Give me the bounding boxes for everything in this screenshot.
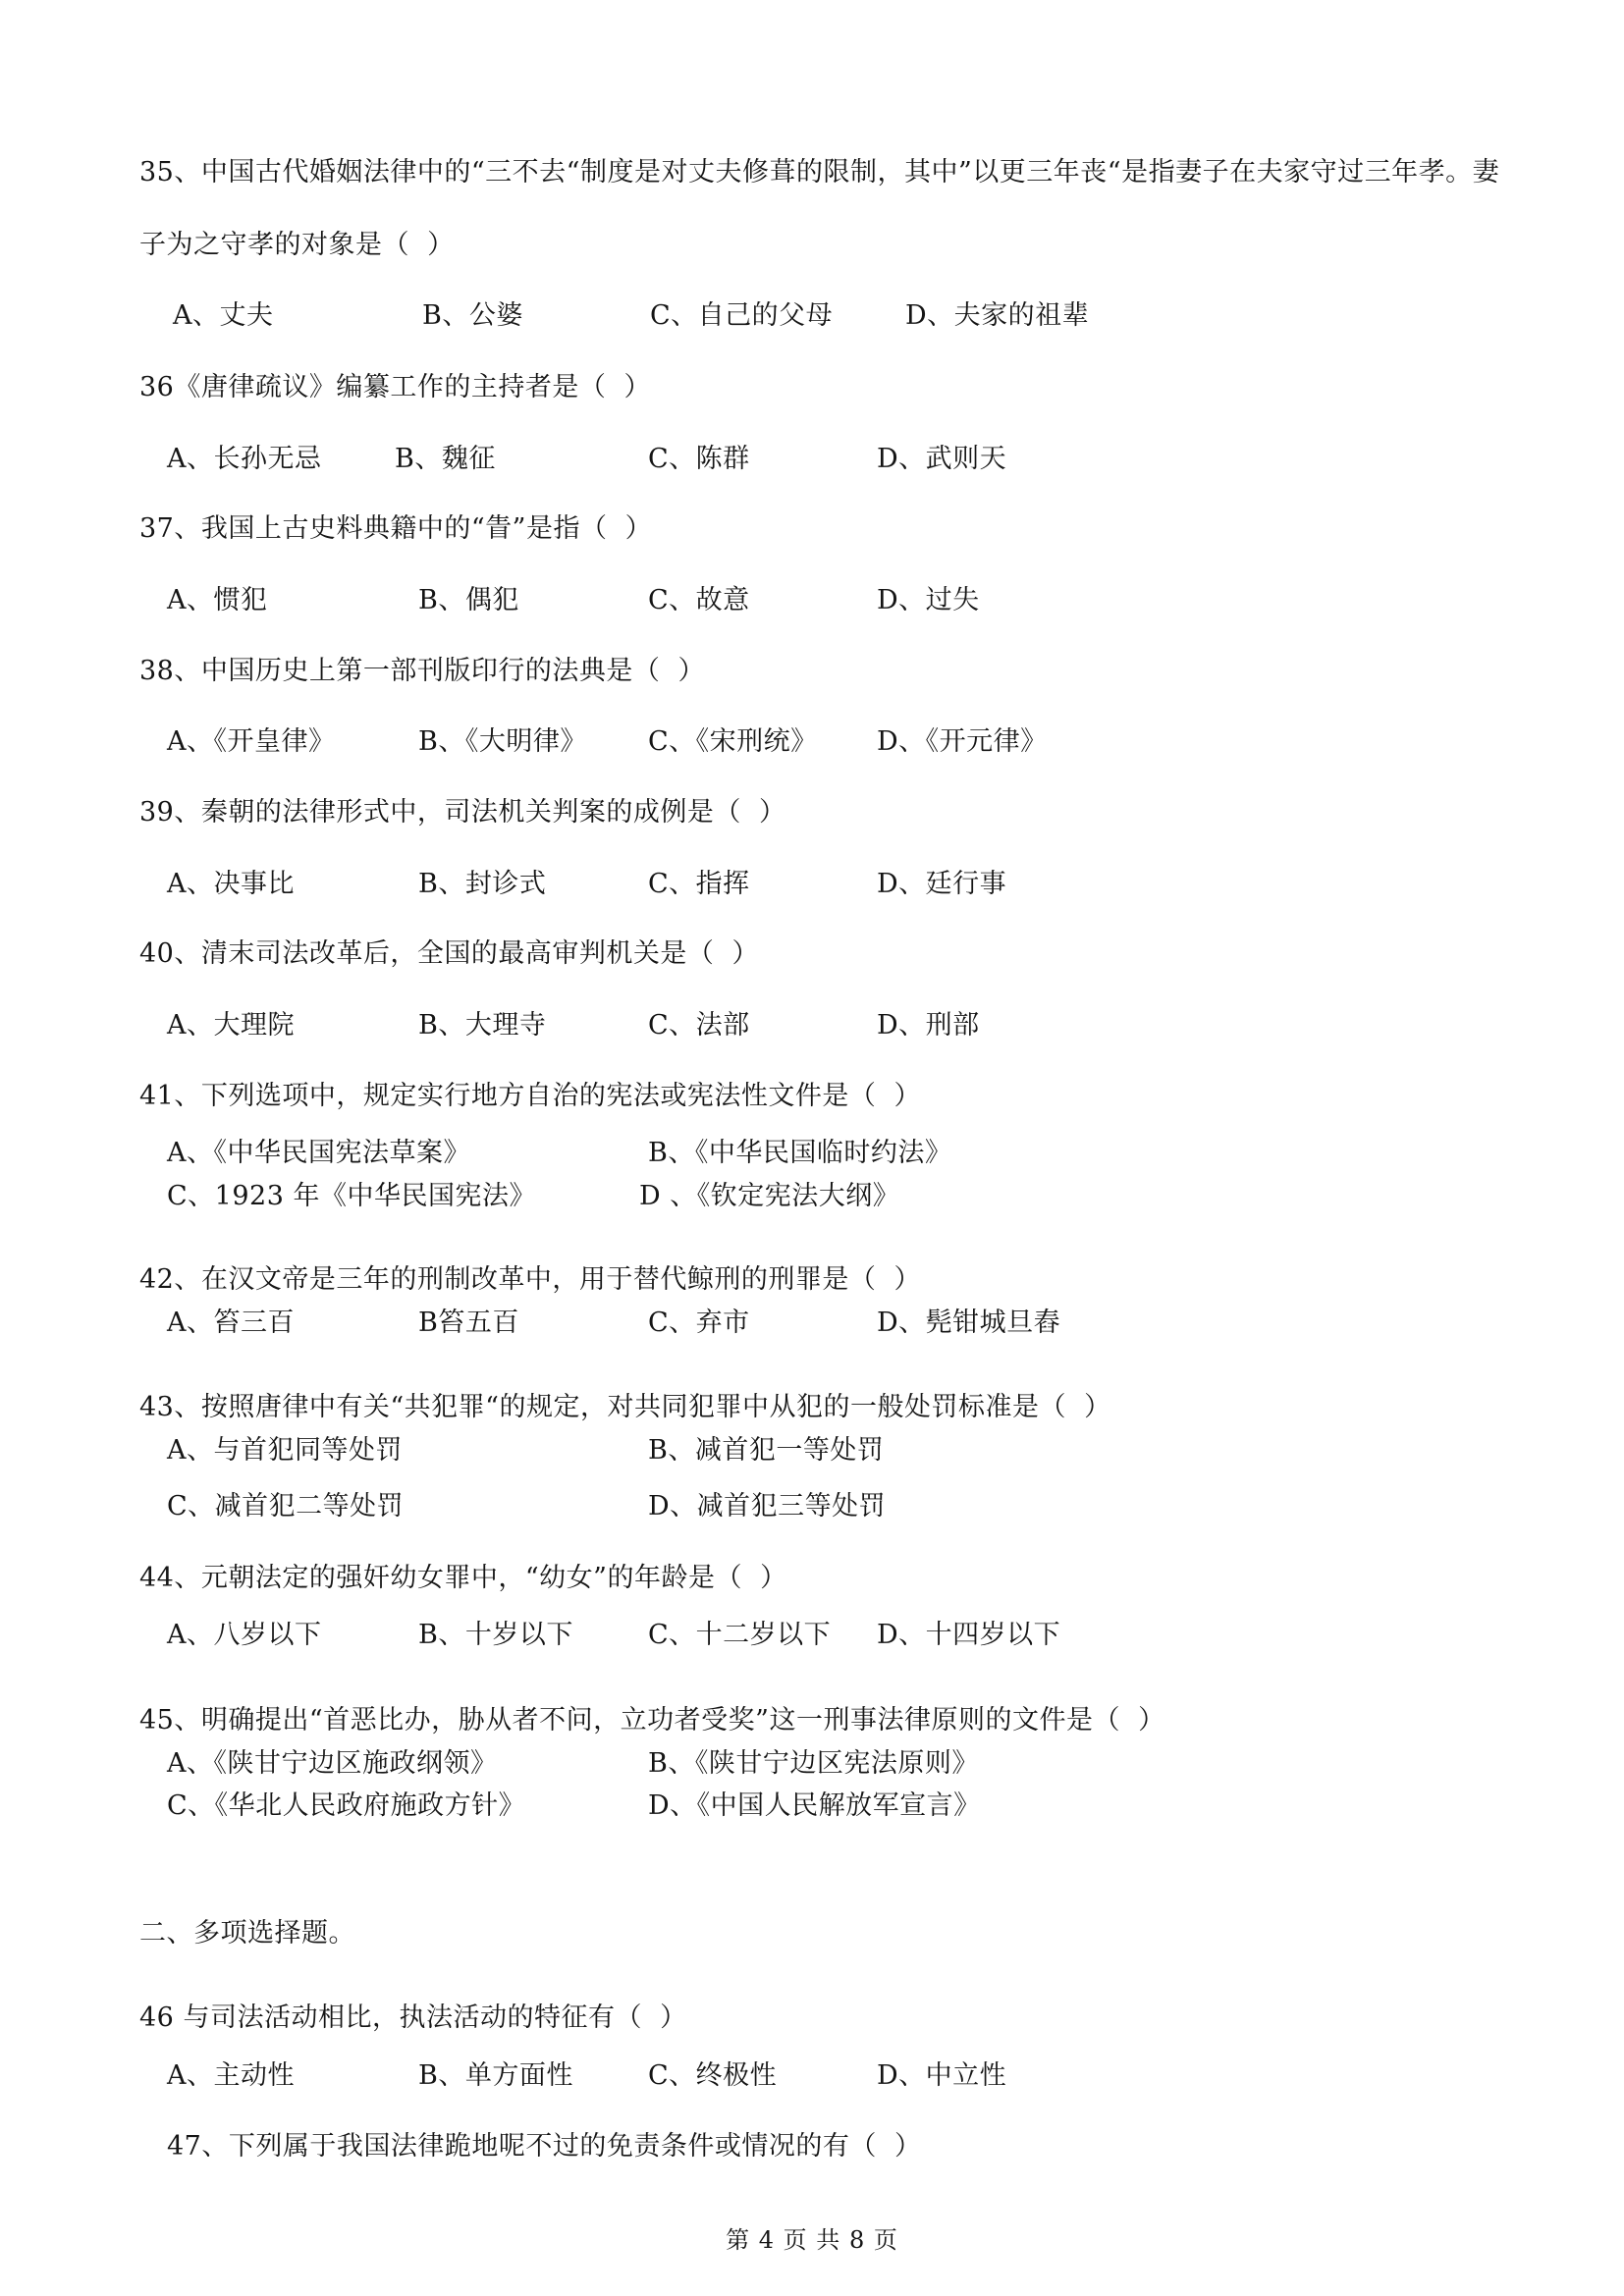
question-38-stem: 38、中国历史上第一部刊版印行的法典是（ ） bbox=[139, 656, 706, 686]
question-35-option-b: B、公婆 bbox=[422, 300, 523, 331]
question-44-option-c: C、十二岁以下 bbox=[648, 1620, 832, 1650]
question-39-option-d: D、廷行事 bbox=[877, 869, 1007, 899]
question-39-option-a: A、决事比 bbox=[167, 869, 295, 899]
question-36-option-d: D、武则天 bbox=[877, 444, 1007, 474]
question-42-option-a: A、笞三百 bbox=[167, 1308, 295, 1338]
question-42-option-c: C、弃市 bbox=[648, 1308, 750, 1338]
question-35-option-d: D、夫家的祖辈 bbox=[905, 300, 1090, 331]
question-45-stem: 45、明确提出“首恶比办，胁从者不问，立功者受奖”这一刑事法律原则的文件是（ ） bbox=[139, 1705, 1165, 1735]
question-41-option-a: A、《中华民国宪法草案》 bbox=[167, 1138, 470, 1168]
question-43-option-d: D、减首犯三等处罚 bbox=[648, 1491, 887, 1522]
question-36-option-c: C、陈群 bbox=[648, 444, 750, 474]
question-38-option-b: B、《大明律》 bbox=[418, 726, 587, 757]
question-44-stem: 44、元朝法定的强奸幼女罪中，“幼女”的年龄是（ ） bbox=[139, 1563, 787, 1593]
section-2-title: 二、多项选择题。 bbox=[139, 1918, 355, 1949]
question-45-option-c: C、《华北人民政府施政方针》 bbox=[167, 1790, 526, 1821]
question-45-option-a: A、《陕甘宁边区施政纲领》 bbox=[167, 1748, 498, 1779]
question-43-option-c: C、减首犯二等处罚 bbox=[167, 1491, 405, 1522]
question-43-stem: 43、按照唐律中有关“共犯罪“的规定，对共同犯罪中从犯的一般处罚标准是（ ） bbox=[139, 1392, 1111, 1422]
question-35-stem-line-2: 子为之守孝的对象是（ ） bbox=[139, 230, 455, 260]
question-40-option-d: D、刑部 bbox=[877, 1010, 980, 1041]
question-41-option-b: B、《中华民国临时约法》 bbox=[648, 1138, 952, 1168]
question-46-stem: 46 与司法活动相比，执法活动的特征有（ ） bbox=[139, 2002, 687, 2033]
question-47-stem: 47、下列属于我国法律跪地呢不过的免责条件或情况的有（ ） bbox=[167, 2131, 922, 2162]
question-35-option-c: C、自己的父母 bbox=[650, 300, 834, 331]
question-39-option-b: B、封诊式 bbox=[418, 869, 547, 899]
question-42-stem: 42、在汉文帝是三年的刑制改革中，用于替代鲸刑的刑罪是（ ） bbox=[139, 1264, 922, 1295]
question-37-stem: 37、我国上古史料典籍中的“眚”是指（ ） bbox=[139, 513, 653, 544]
question-40-option-b: B、大理寺 bbox=[418, 1010, 547, 1041]
question-44-option-d: D、十四岁以下 bbox=[877, 1620, 1061, 1650]
question-39-option-c: C、指挥 bbox=[648, 869, 750, 899]
question-46-option-c: C、终极性 bbox=[648, 2060, 778, 2091]
question-46-option-d: D、中立性 bbox=[877, 2060, 1007, 2091]
question-38-option-d: D、《开元律》 bbox=[877, 726, 1048, 757]
question-41-stem: 41、下列选项中，规定实行地方自治的宪法或宪法性文件是（ ） bbox=[139, 1081, 922, 1111]
question-44-option-a: A、八岁以下 bbox=[167, 1620, 322, 1650]
question-40-option-a: A、大理院 bbox=[167, 1010, 295, 1041]
question-36-option-b: B、魏征 bbox=[395, 444, 496, 474]
question-40-option-c: C、法部 bbox=[648, 1010, 750, 1041]
question-38-option-a: A、《开皇律》 bbox=[167, 726, 336, 757]
question-39-stem: 39、秦朝的法律形式中，司法机关判案的成例是（ ） bbox=[139, 797, 786, 828]
question-42-option-d: D、髡钳城旦舂 bbox=[877, 1308, 1061, 1338]
question-36-option-a: A、长孙无忌 bbox=[167, 444, 322, 474]
question-37-option-d: D、过失 bbox=[877, 585, 980, 615]
question-46-option-a: A、主动性 bbox=[167, 2060, 295, 2091]
question-35-option-a: A、丈夫 bbox=[173, 300, 274, 331]
question-35-stem-line-1: 35、中国古代婚姻法律中的“三不去“制度是对丈夫修葺的限制，其中”以更三年丧“是指妻子在夫家守过三年孝。妻 bbox=[139, 157, 1500, 187]
question-43-option-b: B、减首犯一等处罚 bbox=[648, 1435, 885, 1466]
question-41-option-c: C、1923 年《中华民国宪法》 bbox=[167, 1181, 536, 1211]
question-45-option-d: D、《中国人民解放军宣言》 bbox=[648, 1790, 981, 1821]
question-40-stem: 40、清末司法改革后，全国的最高审判机关是（ ） bbox=[139, 938, 760, 969]
question-44-option-b: B、十岁以下 bbox=[418, 1620, 573, 1650]
question-37-option-c: C、故意 bbox=[648, 585, 750, 615]
question-43-option-a: A、与首犯同等处罚 bbox=[167, 1435, 403, 1466]
page-footer: 第 4 页 共 8 页 bbox=[726, 2226, 898, 2254]
question-46-option-b: B、单方面性 bbox=[418, 2060, 573, 2091]
question-45-option-b: B、《陕甘宁边区宪法原则》 bbox=[648, 1748, 979, 1779]
question-36-stem: 36《唐律疏议》编纂工作的主持者是（ ） bbox=[139, 372, 652, 402]
question-37-option-a: A、惯犯 bbox=[167, 585, 268, 615]
question-42-option-b: B笞五百 bbox=[418, 1308, 519, 1338]
question-41-option-d: D 、《钦定宪法大纲》 bbox=[639, 1181, 900, 1211]
question-37-option-b: B、偶犯 bbox=[418, 585, 519, 615]
question-38-option-c: C、《宋刑统》 bbox=[648, 726, 818, 757]
